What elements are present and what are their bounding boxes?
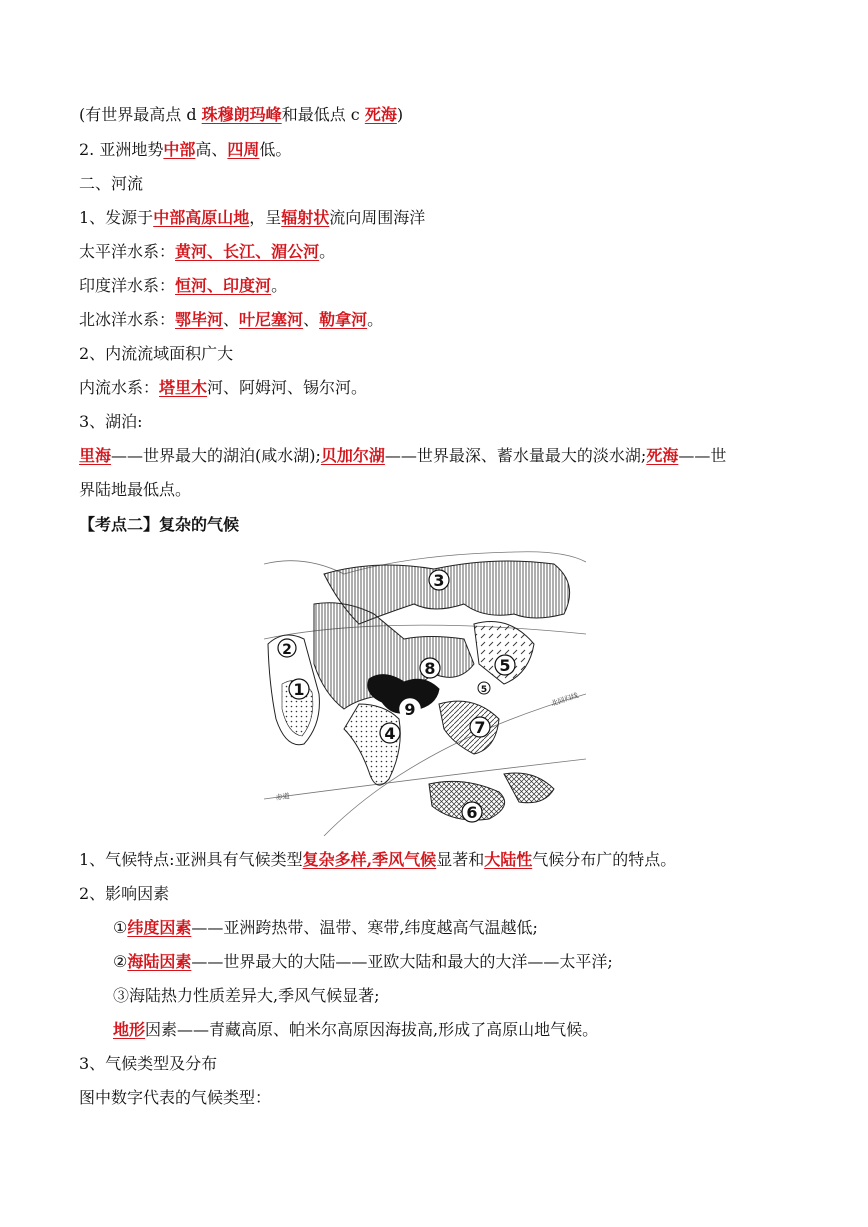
text: 【考点二】复杂的气候 — [79, 515, 240, 534]
answer-central-highlands: 中部高原山地 — [153, 208, 250, 227]
text: 2、影响因素 — [79, 884, 170, 903]
text: 低。 — [259, 140, 292, 159]
answer: 、 — [255, 242, 272, 261]
label-4: 4 — [384, 724, 396, 743]
answer: 湄公河 — [271, 242, 320, 261]
arctic-rivers-line — [79, 309, 383, 331]
answer: 勒拿河 — [319, 310, 368, 329]
answer: 恒河 — [175, 276, 208, 295]
answer-terrain: 地形 — [113, 1020, 146, 1039]
thermal-factor-line — [113, 985, 379, 1007]
text: 太平洋水系： — [79, 242, 176, 261]
answer-complex: 复杂多样 — [302, 850, 367, 869]
text: 印度洋水系： — [79, 276, 176, 295]
pacific-rivers-line — [79, 241, 335, 263]
text: 北冰洋水系： — [79, 310, 176, 329]
section-heading-climate — [79, 514, 239, 536]
text: 3、湖泊: — [79, 412, 143, 431]
text: 显著和 — [436, 850, 485, 869]
label-1: 1 — [293, 680, 305, 699]
text: 内流水系： — [79, 378, 160, 397]
text: 、 — [223, 310, 240, 329]
answer: 、 — [207, 276, 224, 295]
label-6: 6 — [466, 803, 478, 822]
answer: 黄河 — [175, 242, 208, 261]
text: 二、河流 — [79, 174, 144, 193]
label-5b: 5 — [480, 685, 488, 695]
answer-caspian: 里海 — [79, 446, 112, 465]
answer-everest: 珠穆朗玛峰 — [201, 105, 282, 124]
label-2: 2 — [282, 642, 292, 658]
indian-rivers-line — [79, 275, 287, 297]
text: ——世界最深、蓄水量最大的淡水湖; — [384, 446, 647, 465]
text: 1、气候特点:亚洲具有气候类型 — [79, 850, 303, 869]
answer-land-sea: 海陆因素 — [127, 952, 192, 971]
text: ③海陆热力性质差异大,季风气候显著; — [113, 986, 380, 1005]
text: 。 — [367, 310, 384, 329]
answer-separator: , — [366, 850, 373, 869]
terrain-factor-line — [113, 1019, 598, 1041]
answer-latitude: 纬度因素 — [127, 918, 192, 937]
answer-center: 中部 — [163, 140, 196, 159]
tropic-label: 北回归线 — [550, 691, 580, 708]
answer-surroundings: 四周 — [227, 140, 260, 159]
text: ② — [113, 952, 128, 971]
text: 界陆地最低点。 — [79, 480, 192, 499]
text: 因素——青藏高原、帕米尔高原因海拔高,形成了高原山地气候。 — [145, 1020, 599, 1039]
text: ——世界最大的大陆——亚欧大陆和最大的大洋——太平洋; — [191, 952, 613, 971]
equator-label: 赤道 — [275, 792, 291, 802]
answer: 印度河 — [223, 276, 272, 295]
text: 流向周围海洋 — [329, 208, 426, 227]
answer-dead-sea: 死海 — [646, 446, 679, 465]
climate-types-heading — [79, 1053, 217, 1075]
inland-rivers-line — [79, 377, 367, 399]
text: ，呈 — [249, 208, 282, 227]
lakes-line — [79, 445, 726, 467]
climate-features-line — [79, 849, 676, 871]
text: ——世 — [678, 446, 727, 465]
answer-monsoon: 季风气候 — [372, 850, 437, 869]
text: 河、阿姆河、锡尔河。 — [207, 378, 368, 397]
label-8: 8 — [424, 659, 436, 678]
climate-types-prompt — [79, 1087, 271, 1109]
text: 2、内流流域面积广大 — [79, 344, 234, 363]
factors-heading — [79, 883, 169, 905]
text: 和最低点 c — [281, 105, 365, 124]
text: 2. 亚洲地势 — [79, 140, 164, 159]
text: 。 — [271, 276, 288, 295]
lakes-heading — [79, 411, 143, 433]
text: 3、气候类型及分布 — [79, 1054, 218, 1073]
land-sea-factor-line — [113, 951, 613, 973]
inland-basin-line — [79, 343, 233, 365]
answer: 长江 — [223, 242, 256, 261]
lakes-line-cont — [79, 479, 191, 501]
terrain-line — [79, 139, 291, 161]
label-5: 5 — [499, 656, 511, 675]
label-3: 3 — [433, 571, 445, 590]
answer-baikal: 贝加尔湖 — [320, 446, 385, 465]
text: ——亚洲跨热带、温带、寒带,纬度越高气温越低; — [191, 918, 538, 937]
label-9: 9 — [404, 700, 416, 719]
answer: 鄂毕河 — [175, 310, 224, 329]
text: 、 — [303, 310, 320, 329]
text: ——世界最大的湖泊(咸水湖); — [111, 446, 321, 465]
highest-lowest-point-line — [79, 104, 403, 126]
answer-radial: 辐射状 — [281, 208, 330, 227]
text: 。 — [319, 242, 336, 261]
answer-continental: 大陆性 — [484, 850, 533, 869]
river-source-line — [79, 207, 425, 229]
answer: 、 — [207, 242, 224, 261]
text: 图中数字代表的气候类型： — [79, 1088, 272, 1107]
section-heading-rivers — [79, 173, 143, 195]
latitude-factor-line — [113, 917, 538, 939]
answer-tarim: 塔里木 — [159, 378, 208, 397]
text: 1、发源于 — [79, 208, 154, 227]
text: 高、 — [195, 140, 228, 159]
text: ) — [396, 105, 404, 124]
text: (有世界最高点 d — [79, 105, 202, 124]
answer-dead-sea: 死海 — [364, 105, 397, 124]
label-7: 7 — [474, 718, 486, 737]
asia-climate-map — [264, 544, 586, 836]
text: 气候分布广的特点。 — [532, 850, 677, 869]
text: ① — [113, 918, 128, 937]
answer: 叶尼塞河 — [239, 310, 304, 329]
